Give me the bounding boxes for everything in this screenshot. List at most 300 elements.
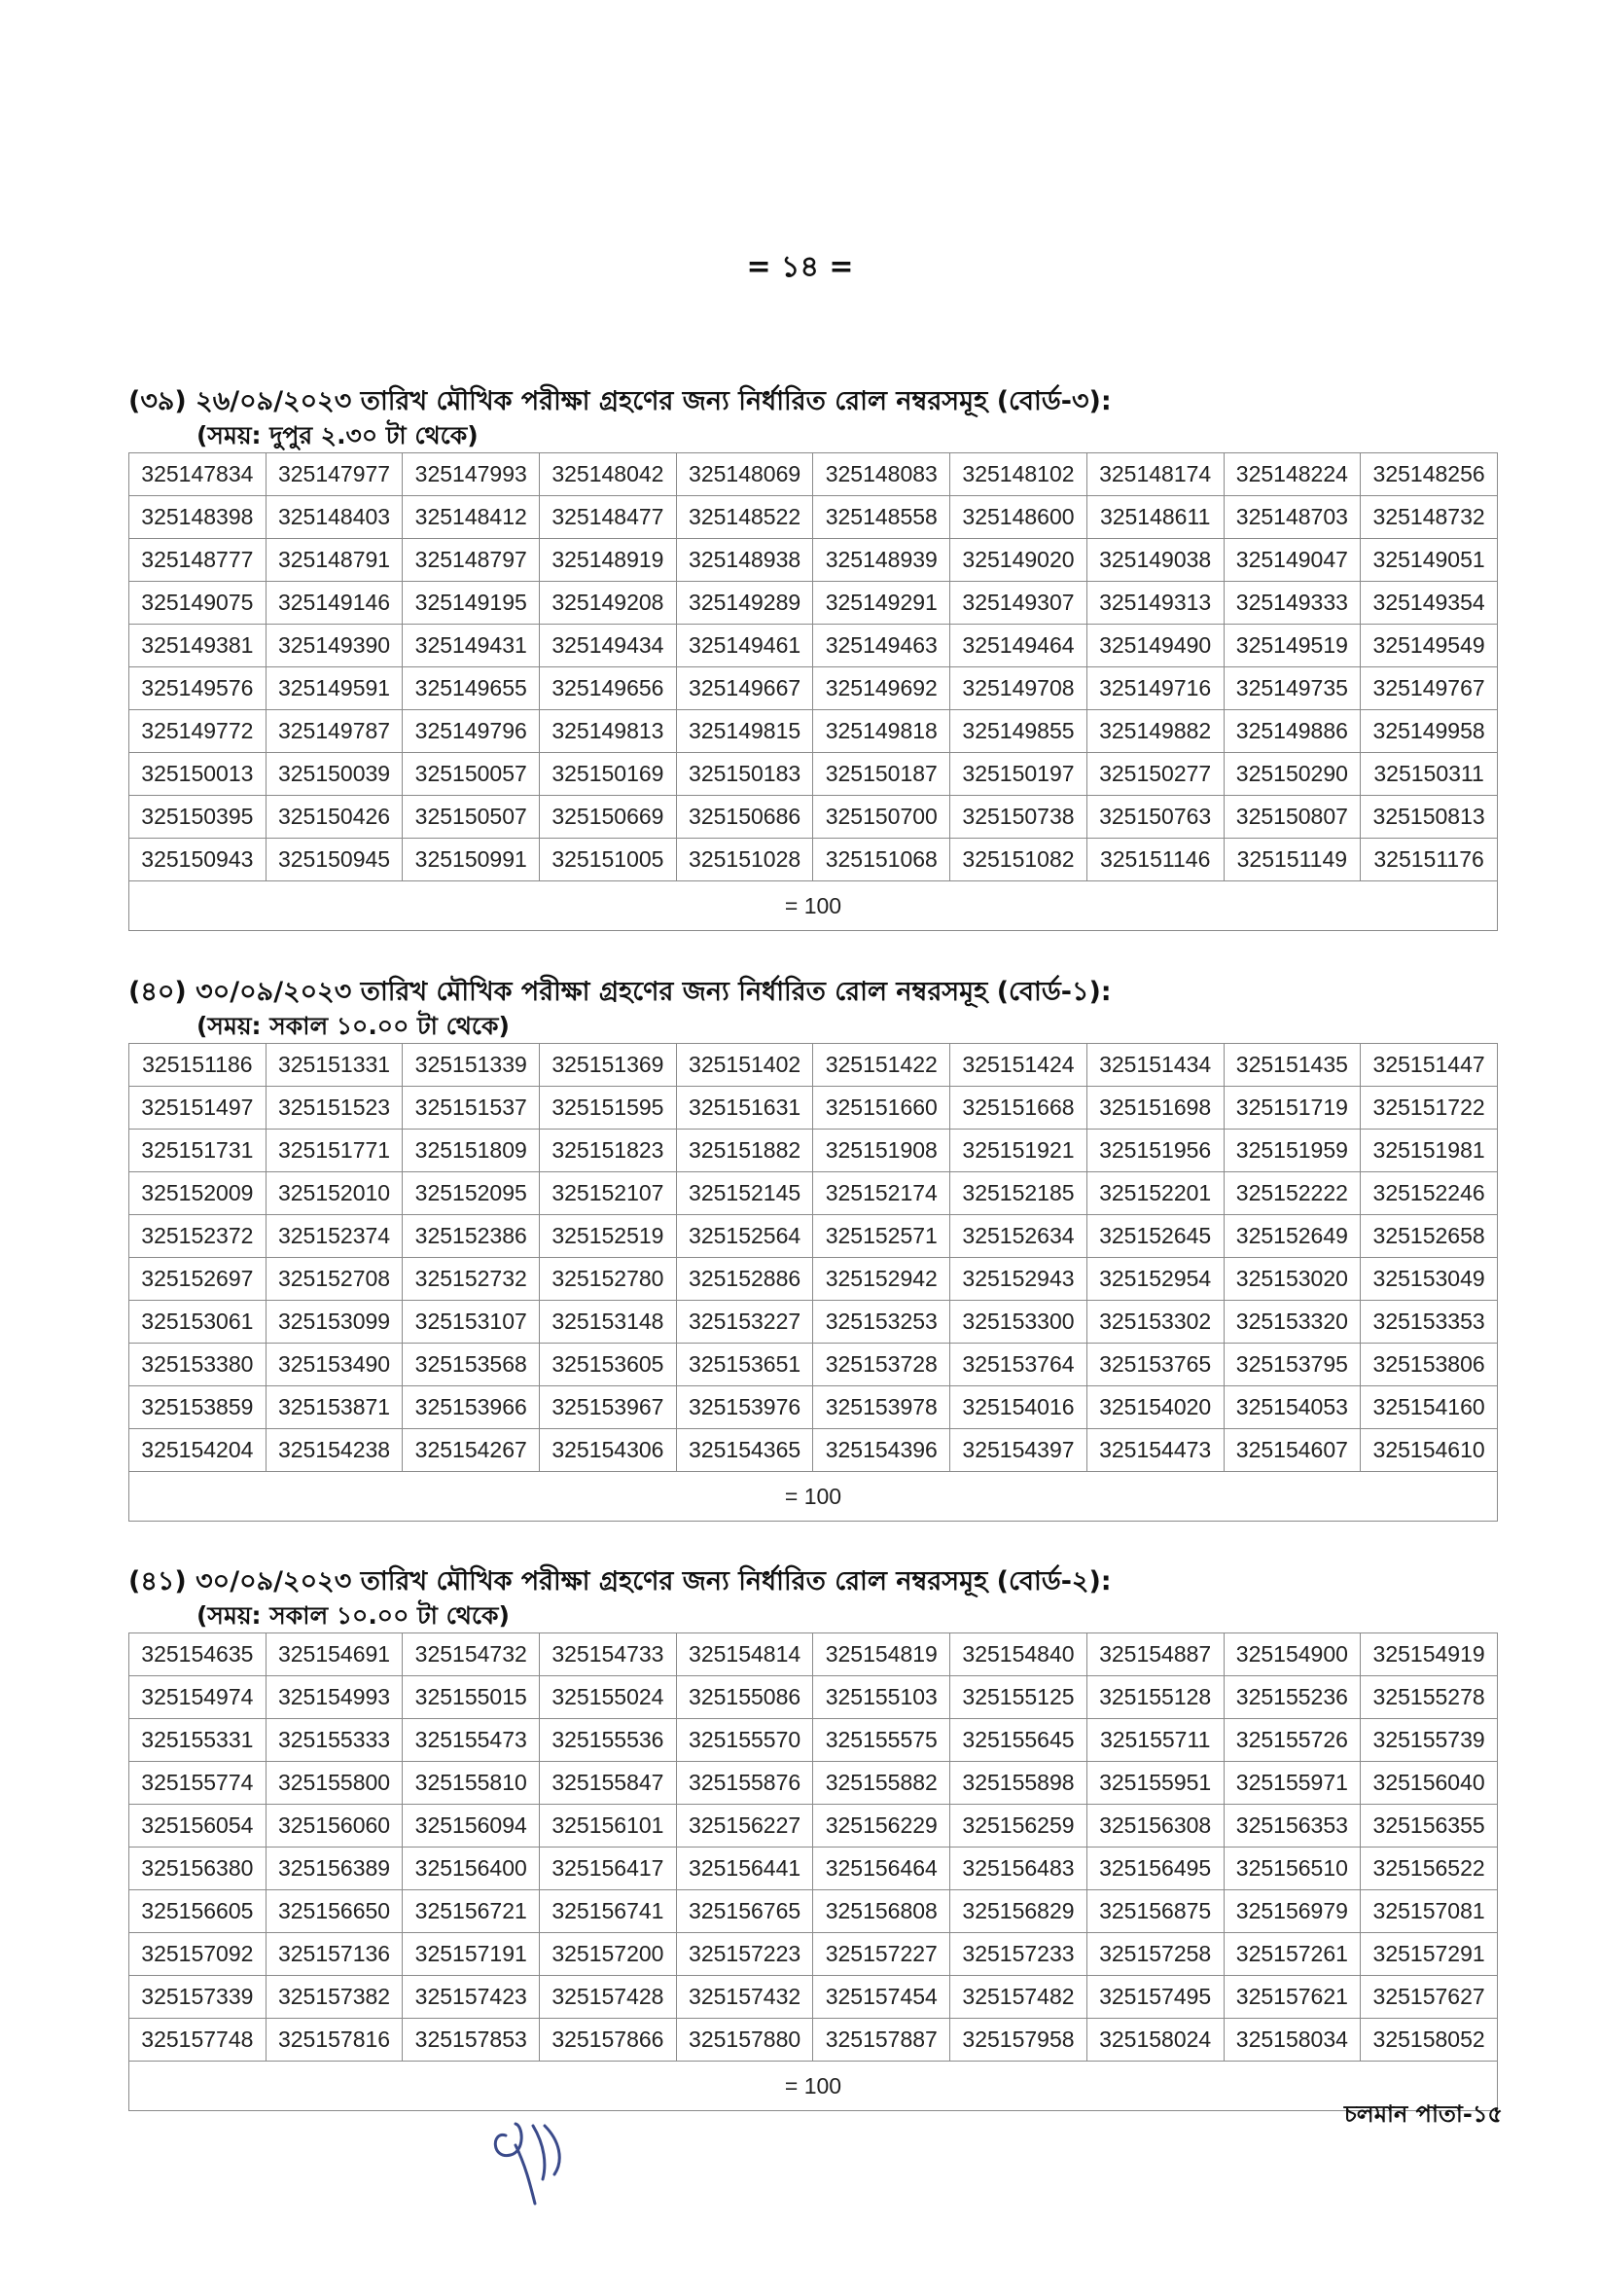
roll-number-cell: 325156094 [403, 1805, 540, 1848]
roll-number-cell: 325149772 [129, 710, 267, 753]
roll-number-cell: 325154306 [540, 1429, 677, 1472]
roll-number-cell: 325149047 [1224, 539, 1361, 582]
roll-number-cell: 325148611 [1086, 496, 1224, 539]
roll-number-cell: 325155774 [129, 1762, 267, 1805]
roll-number-cell: 325150290 [1224, 753, 1361, 796]
roll-number-cell: 325152697 [129, 1258, 267, 1301]
continued-page-note: চলমান পাতা-১৫ [1343, 2100, 1503, 2128]
roll-number-cell: 325149958 [1361, 710, 1498, 753]
roll-number-cell: 325156441 [676, 1848, 813, 1890]
roll-number-cell: 325152010 [266, 1172, 403, 1215]
section-39 [128, 384, 1498, 931]
roll-number-cell: 325150669 [540, 796, 677, 839]
roll-number-cell: 325151497 [129, 1087, 267, 1130]
table-row [129, 1762, 1498, 1805]
roll-number-cell: 325148398 [129, 496, 267, 539]
roll-number-cell: 325150311 [1361, 753, 1498, 796]
roll-number-cell: 325155278 [1361, 1676, 1498, 1719]
section-subheading: (সময়: সকাল ১০.০০ টা থেকে) [196, 1012, 510, 1040]
roll-number-cell: 325149075 [129, 582, 267, 625]
roll-number-cell: 325151981 [1361, 1130, 1498, 1172]
roll-number-cell: 325157136 [266, 1933, 403, 1976]
roll-number-cell: 325153605 [540, 1344, 677, 1386]
roll-number-cell: 325157816 [266, 2019, 403, 2062]
roll-number-cell: 325157223 [676, 1933, 813, 1976]
roll-number-cell: 325152372 [129, 1215, 267, 1258]
roll-number-cell: 325149815 [676, 710, 813, 753]
roll-number-cell: 325150395 [129, 796, 267, 839]
roll-number-cell: 325157339 [129, 1976, 267, 2019]
roll-number-cell: 325153795 [1224, 1344, 1361, 1386]
roll-number-cell: 325152886 [676, 1258, 813, 1301]
roll-number-cell: 325150807 [1224, 796, 1361, 839]
roll-number-cell: 325154814 [676, 1633, 813, 1676]
roll-number-cell: 325156721 [403, 1890, 540, 1933]
roll-number-cell: 325154020 [1086, 1386, 1224, 1429]
roll-number-cell: 325150183 [676, 753, 813, 796]
roll-number-cell: 325151082 [950, 839, 1087, 881]
table-row [129, 710, 1498, 753]
roll-number-cell: 325157261 [1224, 1933, 1361, 1976]
roll-number-cell: 325155086 [676, 1676, 813, 1719]
roll-number-cell: 325153978 [813, 1386, 950, 1429]
roll-number-cell: 325154919 [1361, 1633, 1498, 1676]
roll-number-cell: 325148732 [1361, 496, 1498, 539]
roll-number-cell: 325151005 [540, 839, 677, 881]
table-row [129, 539, 1498, 582]
roll-number-cell: 325157191 [403, 1933, 540, 1976]
roll-number-cell: 325156741 [540, 1890, 677, 1933]
roll-number-cell: 325154691 [266, 1633, 403, 1676]
roll-number-cell: 325152201 [1086, 1172, 1224, 1215]
roll-number-cell: 325149381 [129, 625, 267, 667]
roll-number-cell: 325149656 [540, 667, 677, 710]
roll-number-cell: 325149591 [266, 667, 403, 710]
roll-number-cell: 325152645 [1086, 1215, 1224, 1258]
roll-number-cell: 325151722 [1361, 1087, 1498, 1130]
roll-number-cell: 325149576 [129, 667, 267, 710]
roll-number-cell: 325153353 [1361, 1301, 1498, 1344]
roll-number-cell: 325153859 [129, 1386, 267, 1429]
roll-number-cell: 325149354 [1361, 582, 1498, 625]
section-41 [128, 1564, 1498, 2111]
roll-number-cell: 325149818 [813, 710, 950, 753]
roll-number-cell: 325155473 [403, 1719, 540, 1762]
roll-number-cell: 325151698 [1086, 1087, 1224, 1130]
roll-number-cell: 325148558 [813, 496, 950, 539]
roll-number-cell: 325155570 [676, 1719, 813, 1762]
table-row [129, 1676, 1498, 1719]
table-row [129, 496, 1498, 539]
roll-number-cell: 325151331 [266, 1044, 403, 1087]
total-row [129, 881, 1498, 931]
roll-number-cell: 325152634 [950, 1215, 1087, 1258]
roll-number-cell: 325157482 [950, 1976, 1087, 2019]
roll-number-cell: 325156227 [676, 1805, 813, 1848]
roll-number-cell: 325155951 [1086, 1762, 1224, 1805]
roll-number-cell: 325157853 [403, 2019, 540, 2062]
signature-mark [486, 2106, 574, 2213]
roll-number-cell: 325151447 [1361, 1044, 1498, 1087]
roll-number-cell: 325150197 [950, 753, 1087, 796]
roll-number-cell: 325153764 [950, 1344, 1087, 1386]
roll-number-cell: 325154607 [1224, 1429, 1361, 1472]
roll-number-cell: 325154635 [129, 1633, 267, 1676]
roll-number-cell: 325150943 [129, 839, 267, 881]
roll-number-cell: 325156765 [676, 1890, 813, 1933]
roll-number-cell: 325152732 [403, 1258, 540, 1301]
roll-number-cell: 325155331 [129, 1719, 267, 1762]
roll-number-cell: 325156353 [1224, 1805, 1361, 1848]
roll-number-cell: 325153227 [676, 1301, 813, 1344]
roll-number-cell: 325154733 [540, 1633, 677, 1676]
table-row [129, 2019, 1498, 2062]
roll-number-cell: 325157866 [540, 2019, 677, 2062]
roll-number-cell: 325157291 [1361, 1933, 1498, 1976]
roll-number-cell: 325150277 [1086, 753, 1224, 796]
roll-number-cell: 325156054 [129, 1805, 267, 1848]
roll-number-cell: 325148403 [266, 496, 403, 539]
roll-number-cell: 325154397 [950, 1429, 1087, 1472]
roll-number-cell: 325147977 [266, 453, 403, 496]
roll-number-cell: 325151660 [813, 1087, 950, 1130]
table-row [129, 1805, 1498, 1848]
table-row [129, 1301, 1498, 1344]
roll-number-cell: 325156400 [403, 1848, 540, 1890]
roll-number-cell: 325156389 [266, 1848, 403, 1890]
roll-number-cell: 325148083 [813, 453, 950, 496]
roll-number-cell: 325149708 [950, 667, 1087, 710]
roll-number-cell: 325154160 [1361, 1386, 1498, 1429]
roll-number-cell: 325157423 [403, 1976, 540, 2019]
section-heading: (৪০) ৩০/০৯/২০২৩ তারিখ মৌখিক পরীক্ষা গ্রহণের জন্য নির্ধারিত রোল নম্বরসমূহ (বোর্ড-১): [128, 977, 1112, 1007]
roll-number-cell: 325154365 [676, 1429, 813, 1472]
roll-number-cell: 325152942 [813, 1258, 950, 1301]
roll-number-cell: 325153871 [266, 1386, 403, 1429]
total-row [129, 2062, 1498, 2111]
roll-number-cell: 325155898 [950, 1762, 1087, 1805]
roll-number-cell: 325154887 [1086, 1633, 1224, 1676]
table-row [129, 796, 1498, 839]
roll-number-cell: 325157233 [950, 1933, 1087, 1976]
roll-number-cell: 325148224 [1224, 453, 1361, 496]
roll-number-cell: 325156060 [266, 1805, 403, 1848]
roll-number-cell: 325151068 [813, 839, 950, 881]
roll-number-cell: 325152954 [1086, 1258, 1224, 1301]
roll-number-cell: 325148069 [676, 453, 813, 496]
roll-number-cell: 325149667 [676, 667, 813, 710]
table-row [129, 1890, 1498, 1933]
roll-number-cell: 325150763 [1086, 796, 1224, 839]
roll-number-cell: 325155236 [1224, 1676, 1361, 1719]
roll-number-cell: 325151149 [1224, 839, 1361, 881]
roll-number-cell: 325151771 [266, 1130, 403, 1172]
roll-number-cell: 325154840 [950, 1633, 1087, 1676]
table-row [129, 1386, 1498, 1429]
table-row [129, 453, 1498, 496]
roll-number-cell: 325149855 [950, 710, 1087, 753]
roll-number-cell: 325152095 [403, 1172, 540, 1215]
roll-number-cell: 325150813 [1361, 796, 1498, 839]
roll-number-cell: 325156464 [813, 1848, 950, 1890]
roll-number-cell: 325158024 [1086, 2019, 1224, 2062]
roll-number-cell: 325154053 [1224, 1386, 1361, 1429]
table-row [129, 839, 1498, 881]
roll-number-cell: 325156829 [950, 1890, 1087, 1933]
roll-number-cell: 325154819 [813, 1633, 950, 1676]
roll-number-cell: 325152564 [676, 1215, 813, 1258]
table-row [129, 1633, 1498, 1676]
roll-number-cell: 325151369 [540, 1044, 677, 1087]
roll-number-cell: 325153651 [676, 1344, 813, 1386]
roll-number-cell: 325153148 [540, 1301, 677, 1344]
roll-number-cell: 325150507 [403, 796, 540, 839]
roll-number-cell: 325151537 [403, 1087, 540, 1130]
roll-number-cell: 325148938 [676, 539, 813, 582]
roll-number-cell: 325151146 [1086, 839, 1224, 881]
roll-number-cell: 325149461 [676, 625, 813, 667]
total-count: = 100 [129, 1472, 1498, 1522]
table-row [129, 1933, 1498, 1976]
section-heading: (৩৯) ২৬/০৯/২০২৩ তারিখ মৌখিক পরীক্ষা গ্রহণের জন্য নির্ধারিত রোল নম্বরসমূহ (বোর্ড-৩): [128, 386, 1112, 416]
roll-number-cell: 325156605 [129, 1890, 267, 1933]
roll-number-cell: 325154396 [813, 1429, 950, 1472]
roll-number-cell: 325157621 [1224, 1976, 1361, 2019]
roll-number-table [128, 1043, 1498, 1522]
roll-number-cell: 325152246 [1361, 1172, 1498, 1215]
roll-number-cell: 325156229 [813, 1805, 950, 1848]
roll-number-cell: 325149434 [540, 625, 677, 667]
table-row [129, 667, 1498, 710]
roll-number-cell: 325149431 [403, 625, 540, 667]
table-row [129, 1719, 1498, 1762]
roll-number-cell: 325152185 [950, 1172, 1087, 1215]
roll-number-cell: 325151719 [1224, 1087, 1361, 1130]
roll-number-table [128, 452, 1498, 931]
roll-number-cell: 325157200 [540, 1933, 677, 1976]
roll-number-cell: 325155024 [540, 1676, 677, 1719]
roll-number-cell: 325149886 [1224, 710, 1361, 753]
roll-number-cell: 325157454 [813, 1976, 950, 2019]
roll-number-cell: 325150686 [676, 796, 813, 839]
table-row [129, 1976, 1498, 2019]
roll-number-cell: 325148777 [129, 539, 267, 582]
roll-number-cell: 325157081 [1361, 1890, 1498, 1933]
roll-number-cell: 325157227 [813, 1933, 950, 1976]
roll-number-cell: 325150057 [403, 753, 540, 796]
roll-number-cell: 325149038 [1086, 539, 1224, 582]
roll-number-cell: 325149716 [1086, 667, 1224, 710]
roll-number-cell: 325156650 [266, 1890, 403, 1933]
roll-number-cell: 325148042 [540, 453, 677, 496]
roll-number-cell: 325155103 [813, 1676, 950, 1719]
roll-number-cell: 325151956 [1086, 1130, 1224, 1172]
roll-number-cell: 325149655 [403, 667, 540, 710]
roll-number-cell: 325149735 [1224, 667, 1361, 710]
roll-number-cell: 325156522 [1361, 1848, 1498, 1890]
roll-number-cell: 325153253 [813, 1301, 950, 1344]
roll-number-cell: 325148256 [1361, 453, 1498, 496]
roll-number-cell: 325151595 [540, 1087, 677, 1130]
roll-number-cell: 325156259 [950, 1805, 1087, 1848]
total-row [129, 1472, 1498, 1522]
roll-number-cell: 325155575 [813, 1719, 950, 1762]
roll-number-cell: 325157382 [266, 1976, 403, 2019]
roll-number-cell: 325157258 [1086, 1933, 1224, 1976]
table-row [129, 1848, 1498, 1890]
roll-number-cell: 325149195 [403, 582, 540, 625]
roll-number-cell: 325149787 [266, 710, 403, 753]
roll-number-cell: 325154974 [129, 1676, 267, 1719]
roll-number-cell: 325157880 [676, 2019, 813, 2062]
section-subheading: (সময়: সকাল ১০.০০ টা থেকে) [196, 1601, 510, 1630]
roll-number-cell: 325157748 [129, 2019, 267, 2062]
roll-number-cell: 325152708 [266, 1258, 403, 1301]
roll-number-cell: 325155800 [266, 1762, 403, 1805]
roll-number-cell: 325151402 [676, 1044, 813, 1087]
roll-number-cell: 325150945 [266, 839, 403, 881]
roll-number-cell: 325149692 [813, 667, 950, 710]
roll-number-cell: 325149464 [950, 625, 1087, 667]
table-row [129, 1344, 1498, 1386]
roll-number-cell: 325149146 [266, 582, 403, 625]
roll-number-cell: 325150991 [403, 839, 540, 881]
roll-number-cell: 325148797 [403, 539, 540, 582]
roll-number-cell: 325158034 [1224, 2019, 1361, 2062]
roll-number-cell: 325152658 [1361, 1215, 1498, 1258]
roll-number-cell: 325150013 [129, 753, 267, 796]
roll-number-cell: 325152571 [813, 1215, 950, 1258]
roll-number-cell: 325155739 [1361, 1719, 1498, 1762]
roll-number-cell: 325156979 [1224, 1890, 1361, 1933]
roll-number-cell: 325156101 [540, 1805, 677, 1848]
roll-number-cell: 325151176 [1361, 839, 1498, 881]
total-count: = 100 [129, 2062, 1498, 2111]
roll-number-cell: 325156808 [813, 1890, 950, 1933]
roll-number-cell: 325150426 [266, 796, 403, 839]
roll-number-cell: 325152174 [813, 1172, 950, 1215]
roll-number-cell: 325149020 [950, 539, 1087, 582]
roll-number-cell: 325157092 [129, 1933, 267, 1976]
roll-number-cell: 325153380 [129, 1344, 267, 1386]
roll-number-cell: 325148412 [403, 496, 540, 539]
roll-number-cell: 325148522 [676, 496, 813, 539]
roll-number-cell: 325149549 [1361, 625, 1498, 667]
roll-number-cell: 325149051 [1361, 539, 1498, 582]
roll-number-cell: 325155971 [1224, 1762, 1361, 1805]
roll-number-cell: 325153568 [403, 1344, 540, 1386]
table-row [129, 753, 1498, 796]
roll-number-cell: 325151882 [676, 1130, 813, 1172]
roll-number-cell: 325153099 [266, 1301, 403, 1344]
roll-number-cell: 325149291 [813, 582, 950, 625]
roll-number-cell: 325151631 [676, 1087, 813, 1130]
roll-number-cell: 325149490 [1086, 625, 1224, 667]
roll-number-cell: 325150169 [540, 753, 677, 796]
roll-number-cell: 325157495 [1086, 1976, 1224, 2019]
roll-number-cell: 325155876 [676, 1762, 813, 1805]
roll-number-cell: 325149208 [540, 582, 677, 625]
table-row [129, 625, 1498, 667]
roll-number-cell: 325149796 [403, 710, 540, 753]
roll-number-cell: 325151809 [403, 1130, 540, 1172]
roll-number-cell: 325151959 [1224, 1130, 1361, 1172]
roll-number-cell: 325152386 [403, 1215, 540, 1258]
roll-number-cell: 325149767 [1361, 667, 1498, 710]
roll-number-cell: 325150187 [813, 753, 950, 796]
roll-number-cell: 325153765 [1086, 1344, 1224, 1386]
roll-number-cell: 325156308 [1086, 1805, 1224, 1848]
roll-number-cell: 325150738 [950, 796, 1087, 839]
roll-number-cell: 325153966 [403, 1386, 540, 1429]
roll-number-cell: 325156355 [1361, 1805, 1498, 1848]
roll-number-cell: 325156040 [1361, 1762, 1498, 1805]
roll-number-cell: 325153300 [950, 1301, 1087, 1344]
roll-number-cell: 325149882 [1086, 710, 1224, 753]
roll-number-cell: 325148791 [266, 539, 403, 582]
roll-number-cell: 325155536 [540, 1719, 677, 1762]
roll-number-cell: 325154993 [266, 1676, 403, 1719]
roll-number-cell: 325148600 [950, 496, 1087, 539]
roll-number-cell: 325154267 [403, 1429, 540, 1472]
roll-number-cell: 325151523 [266, 1087, 403, 1130]
roll-number-cell: 325151339 [403, 1044, 540, 1087]
roll-number-cell: 325156483 [950, 1848, 1087, 1890]
roll-number-cell: 325152519 [540, 1215, 677, 1258]
roll-number-cell: 325150700 [813, 796, 950, 839]
roll-number-cell: 325154238 [266, 1429, 403, 1472]
roll-number-cell: 325147993 [403, 453, 540, 496]
roll-number-cell: 325148477 [540, 496, 677, 539]
roll-number-cell: 325149463 [813, 625, 950, 667]
roll-number-cell: 325154732 [403, 1633, 540, 1676]
roll-number-cell: 325154016 [950, 1386, 1087, 1429]
roll-number-cell: 325151186 [129, 1044, 267, 1087]
section-subheading: (সময়: দুপুর ২.৩০ টা থেকে) [196, 421, 479, 449]
roll-number-cell: 325149813 [540, 710, 677, 753]
table-row [129, 582, 1498, 625]
table-row [129, 1429, 1498, 1472]
roll-number-cell: 325153107 [403, 1301, 540, 1344]
roll-number-cell: 325157958 [950, 2019, 1087, 2062]
roll-number-cell: 325149519 [1224, 625, 1361, 667]
roll-number-cell: 325148174 [1086, 453, 1224, 496]
roll-number-cell: 325154610 [1361, 1429, 1498, 1472]
roll-number-cell: 325155125 [950, 1676, 1087, 1719]
roll-number-cell: 325148939 [813, 539, 950, 582]
roll-number-cell: 325157428 [540, 1976, 677, 2019]
roll-number-cell: 325155810 [403, 1762, 540, 1805]
roll-number-cell: 325153020 [1224, 1258, 1361, 1301]
roll-number-cell: 325155128 [1086, 1676, 1224, 1719]
roll-number-cell: 325151908 [813, 1130, 950, 1172]
roll-number-cell: 325148703 [1224, 496, 1361, 539]
roll-number-cell: 325151823 [540, 1130, 677, 1172]
roll-number-cell: 325153728 [813, 1344, 950, 1386]
roll-number-cell: 325149390 [266, 625, 403, 667]
roll-number-cell: 325154204 [129, 1429, 267, 1472]
roll-number-cell: 325153967 [540, 1386, 677, 1429]
roll-number-cell: 325153806 [1361, 1344, 1498, 1386]
table-row [129, 1130, 1498, 1172]
roll-number-cell: 325152780 [540, 1258, 677, 1301]
roll-number-cell: 325156380 [129, 1848, 267, 1890]
roll-number-cell: 325151422 [813, 1044, 950, 1087]
roll-number-cell: 325149333 [1224, 582, 1361, 625]
roll-number-cell: 325153320 [1224, 1301, 1361, 1344]
roll-number-cell: 325151668 [950, 1087, 1087, 1130]
roll-number-cell: 325155882 [813, 1762, 950, 1805]
